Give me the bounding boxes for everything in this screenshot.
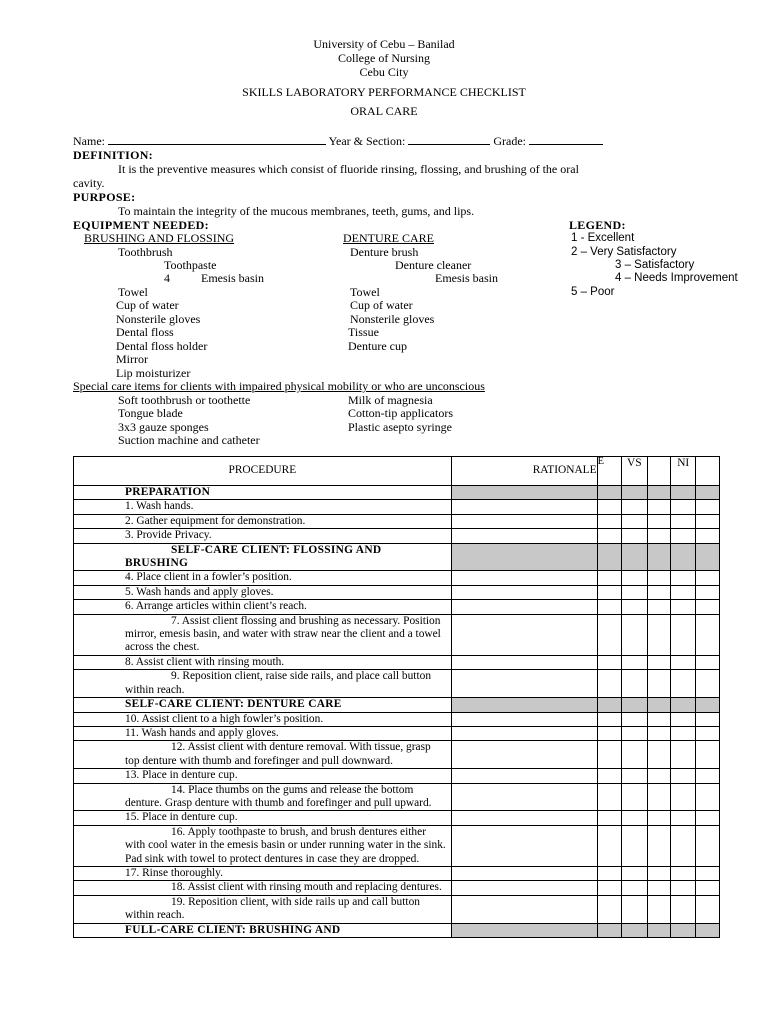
- score-cell[interactable]: [597, 571, 621, 585]
- score-cell[interactable]: [597, 825, 621, 866]
- header-procedure: PROCEDURE: [74, 457, 452, 486]
- equipment-item: Cup of water: [350, 298, 413, 312]
- score-cell[interactable]: [647, 614, 671, 655]
- procedure-step: 4. Place client in a fowler’s position.: [74, 571, 452, 585]
- header-vs: VS: [622, 457, 648, 486]
- table-row: [74, 712, 720, 726]
- university-name: University of Cebu – Banilad: [313, 37, 455, 51]
- table-row: [74, 811, 720, 825]
- score-cell[interactable]: [622, 726, 648, 740]
- procedure-step: 13. Place in denture cup.: [74, 769, 452, 783]
- equipment-item: Nonsterile gloves: [350, 312, 435, 326]
- score-cell[interactable]: [696, 655, 720, 669]
- score-cell[interactable]: [597, 726, 621, 740]
- special-item: Tongue blade: [118, 406, 183, 420]
- section-self-care-denture: SELF-CARE CLIENT: DENTURE CARE: [74, 698, 452, 712]
- table-row: [74, 726, 720, 740]
- score-cell[interactable]: [597, 500, 621, 514]
- score-cell[interactable]: [696, 726, 720, 740]
- score-cell[interactable]: [647, 825, 671, 866]
- checklist-title: SKILLS LABORATORY PERFORMANCE CHECKLIST: [242, 85, 526, 99]
- legend-item-2: 2 – Very Satisfactory: [571, 246, 677, 258]
- equipment-item: Emesis basin: [435, 271, 498, 285]
- special-item: Soft toothbrush or toothette: [118, 393, 251, 407]
- section-preparation: PREPARATION: [74, 486, 452, 500]
- table-row: [74, 783, 720, 811]
- procedure-step: 11. Wash hands and apply gloves.: [74, 726, 452, 740]
- table-row: [74, 923, 720, 937]
- score-cell[interactable]: [647, 811, 671, 825]
- score-cell[interactable]: [622, 769, 648, 783]
- year-blank[interactable]: [408, 133, 490, 145]
- score-cell[interactable]: [622, 712, 648, 726]
- table-row: [74, 529, 720, 543]
- section-line: BRUSHING: [125, 557, 189, 570]
- special-care-heading: Special care items for clients with impaired physical mobility or who are unconscious: [73, 379, 485, 393]
- score-cell[interactable]: [597, 614, 621, 655]
- score-cell[interactable]: [696, 571, 720, 585]
- score-cell[interactable]: [622, 866, 648, 880]
- table-row: [74, 600, 720, 614]
- score-cell[interactable]: [647, 741, 671, 769]
- score-cell[interactable]: [597, 783, 621, 811]
- equipment-item: Toothbrush: [118, 245, 173, 259]
- procedure-step: 10. Assist client to a high fowler’s position.: [74, 712, 452, 726]
- table-row: [74, 614, 720, 655]
- score-cell[interactable]: [696, 895, 720, 923]
- score-cell[interactable]: [696, 600, 720, 614]
- score-cell[interactable]: [696, 670, 720, 698]
- score-cell[interactable]: [622, 614, 648, 655]
- score-cell[interactable]: [647, 655, 671, 669]
- table-row: [74, 698, 720, 712]
- college-name: College of Nursing: [338, 51, 430, 65]
- equipment-item: Dental floss holder: [116, 339, 208, 353]
- header-blank: [696, 457, 720, 486]
- score-cell[interactable]: [622, 529, 648, 543]
- section-line: SELF-CARE CLIENT: FLOSSING AND: [171, 543, 382, 556]
- header-ni: NI: [671, 457, 696, 486]
- equipment-item: Towel: [350, 285, 380, 299]
- score-cell[interactable]: [671, 571, 696, 585]
- score-cell[interactable]: [696, 585, 720, 599]
- procedure-step: 14. Place thumbs on the gums and release the bottom denture. Grasp denture with thumb and forefinger and pull upward.: [74, 783, 452, 811]
- score-cell[interactable]: [597, 895, 621, 923]
- score-cell[interactable]: [671, 712, 696, 726]
- city-name: Cebu City: [359, 65, 409, 79]
- procedure-step: 19. Reposition client, with side rails up and call button within reach.: [74, 895, 452, 923]
- table-row: [74, 881, 720, 895]
- special-item: Cotton-tip applicators: [348, 406, 453, 420]
- table-row: [74, 571, 720, 585]
- brushing-heading: BRUSHING AND FLOSSING: [84, 231, 235, 245]
- grade-blank[interactable]: [529, 133, 603, 145]
- definition-heading: DEFINITION:: [73, 148, 153, 162]
- score-cell[interactable]: [597, 811, 621, 825]
- equipment-item: Dental floss: [116, 325, 174, 339]
- procedure-step: 1. Wash hands.: [74, 500, 452, 514]
- special-item: Plastic asepto syringe: [348, 420, 452, 434]
- table-row: [74, 585, 720, 599]
- score-cell[interactable]: [597, 741, 621, 769]
- table-row: [74, 825, 720, 866]
- table-row: [74, 500, 720, 514]
- year-label: Year & Section:: [328, 134, 406, 148]
- special-item: Milk of magnesia: [348, 393, 433, 407]
- table-row: [74, 486, 720, 500]
- name-blank[interactable]: [108, 133, 326, 145]
- score-cell[interactable]: [696, 529, 720, 543]
- procedure-step: 18. Assist client with rinsing mouth and replacing dentures.: [74, 881, 452, 895]
- score-cell[interactable]: [671, 811, 696, 825]
- score-cell[interactable]: [647, 670, 671, 698]
- legend-heading: LEGEND:: [569, 218, 626, 232]
- table-header-row: [74, 457, 720, 486]
- equipment-item: Emesis basin: [201, 271, 264, 285]
- score-cell[interactable]: [647, 866, 671, 880]
- score-cell[interactable]: [622, 881, 648, 895]
- score-cell[interactable]: [597, 670, 621, 698]
- purpose-heading: PURPOSE:: [73, 190, 136, 204]
- score-cell[interactable]: [622, 655, 648, 669]
- score-cell[interactable]: [597, 514, 621, 528]
- table-row: [74, 769, 720, 783]
- score-cell[interactable]: [696, 614, 720, 655]
- score-cell[interactable]: [696, 514, 720, 528]
- table-row: [74, 543, 720, 571]
- score-cell[interactable]: [647, 571, 671, 585]
- procedure-step: 8. Assist client with rinsing mouth.: [74, 655, 452, 669]
- score-cell[interactable]: [671, 783, 696, 811]
- score-cell[interactable]: [647, 769, 671, 783]
- score-cell[interactable]: [671, 895, 696, 923]
- score-cell[interactable]: [622, 811, 648, 825]
- special-item: Suction machine and catheter: [118, 433, 260, 447]
- equipment-item: Lip moisturizer: [116, 366, 191, 380]
- score-cell[interactable]: [671, 881, 696, 895]
- score-cell[interactable]: [647, 783, 671, 811]
- score-cell[interactable]: [696, 741, 720, 769]
- equipment-item: Denture cleaner: [395, 258, 472, 272]
- score-cell[interactable]: [671, 741, 696, 769]
- procedure-step: 5. Wash hands and apply gloves.: [74, 585, 452, 599]
- equipment-item: Mirror: [116, 352, 148, 366]
- definition-text-2: cavity.: [73, 176, 105, 190]
- score-cell[interactable]: [647, 712, 671, 726]
- name-field[interactable]: [73, 133, 603, 149]
- equipment-item: Nonsterile gloves: [116, 312, 201, 326]
- definition-text-1: It is the preventive measures which consist of fluoride rinsing, flossing, and brushing of the oral: [118, 162, 579, 176]
- score-cell[interactable]: [597, 529, 621, 543]
- score-cell[interactable]: [647, 514, 671, 528]
- procedure-step: 12. Assist client with denture removal. With tissue, grasp top denture with thumb and forefinger and pull downward.: [74, 741, 452, 769]
- score-cell[interactable]: [622, 895, 648, 923]
- score-cell[interactable]: [696, 881, 720, 895]
- equipment-heading: EQUIPMENT NEEDED:: [73, 218, 209, 232]
- special-item: 3x3 gauze sponges: [118, 420, 209, 434]
- procedure-step: 7. Assist client flossing and brushing as necessary. Position mirror, emesis basin, and water with straw near the client and a towel across the chest.: [74, 614, 452, 655]
- procedure-step: 17. Rinse thoroughly.: [74, 866, 452, 880]
- grade-label: Grade:: [493, 134, 526, 148]
- score-cell[interactable]: [671, 500, 696, 514]
- score-cell[interactable]: [696, 825, 720, 866]
- score-cell[interactable]: [671, 670, 696, 698]
- score-cell[interactable]: [647, 500, 671, 514]
- score-cell[interactable]: [622, 585, 648, 599]
- score-cell[interactable]: [597, 585, 621, 599]
- score-cell[interactable]: [622, 670, 648, 698]
- equipment-item: Towel: [118, 285, 148, 299]
- procedure-step: 9. Reposition client, raise side rails, and place call button within reach.: [74, 670, 452, 698]
- score-cell[interactable]: [671, 514, 696, 528]
- equipment-item: Tissue: [348, 325, 379, 339]
- score-cell[interactable]: [671, 529, 696, 543]
- score-cell[interactable]: [696, 769, 720, 783]
- name-label: Name:: [73, 134, 105, 148]
- score-cell[interactable]: [671, 585, 696, 599]
- equipment-item: Toothpaste: [164, 258, 217, 272]
- score-cell[interactable]: [671, 655, 696, 669]
- table-row: [74, 670, 720, 698]
- table-row: [74, 741, 720, 769]
- legend-item-3: 3 – Satisfactory: [615, 259, 695, 271]
- score-cell[interactable]: [597, 881, 621, 895]
- equipment-item: Denture brush: [350, 245, 419, 259]
- score-cell[interactable]: [622, 783, 648, 811]
- procedure-step: 15. Place in denture cup.: [74, 811, 452, 825]
- table-row: [74, 655, 720, 669]
- procedure-step: 2. Gather equipment for demonstration.: [74, 514, 452, 528]
- header-blank: [647, 457, 671, 486]
- legend-item-5: 5 – Poor: [571, 286, 615, 298]
- procedure-table: [73, 456, 720, 938]
- checklist-subtitle: ORAL CARE: [350, 104, 418, 118]
- table-row: [74, 514, 720, 528]
- score-cell[interactable]: [597, 600, 621, 614]
- score-cell[interactable]: [647, 585, 671, 599]
- score-cell[interactable]: [647, 726, 671, 740]
- score-cell[interactable]: [671, 614, 696, 655]
- score-cell[interactable]: [597, 866, 621, 880]
- score-cell[interactable]: [622, 571, 648, 585]
- score-cell[interactable]: [696, 866, 720, 880]
- score-cell[interactable]: [622, 514, 648, 528]
- table-row: [74, 866, 720, 880]
- score-cell[interactable]: [671, 600, 696, 614]
- legend-item-4: 4 – Needs Improvement: [615, 272, 738, 284]
- table-row: [74, 895, 720, 923]
- equipment-item: Cup of water: [116, 298, 179, 312]
- section-self-care-flossing: [74, 543, 452, 571]
- score-cell[interactable]: [671, 866, 696, 880]
- score-cell[interactable]: [647, 529, 671, 543]
- header-e: [597, 457, 621, 486]
- procedure-step: 6. Arrange articles within client’s reach.: [74, 600, 452, 614]
- header-e-text: E: [597, 456, 605, 467]
- section-full-care: FULL-CARE CLIENT: BRUSHING AND: [74, 923, 452, 937]
- score-cell[interactable]: [696, 811, 720, 825]
- score-cell[interactable]: [671, 726, 696, 740]
- score-cell[interactable]: [647, 895, 671, 923]
- score-cell[interactable]: [622, 741, 648, 769]
- score-cell[interactable]: [622, 500, 648, 514]
- equipment-item: 4: [164, 271, 170, 285]
- score-cell[interactable]: [597, 769, 621, 783]
- score-cell[interactable]: [696, 500, 720, 514]
- header-rationale: RATIONALE: [451, 457, 597, 486]
- score-cell[interactable]: [696, 783, 720, 811]
- score-cell[interactable]: [647, 881, 671, 895]
- score-cell[interactable]: [671, 825, 696, 866]
- procedure-step: 16. Apply toothpaste to brush, and brush dentures either with cool water in the emesis basin or under running water in the sink. Pad sink with towel to protect dentures in case they are dropped.: [74, 825, 452, 866]
- score-cell[interactable]: [622, 825, 648, 866]
- score-cell[interactable]: [696, 712, 720, 726]
- score-cell[interactable]: [647, 600, 671, 614]
- score-cell[interactable]: [671, 769, 696, 783]
- score-cell[interactable]: [622, 600, 648, 614]
- denture-heading: DENTURE CARE: [343, 231, 434, 245]
- score-cell[interactable]: [597, 712, 621, 726]
- legend-item-1: 1 - Excellent: [571, 232, 635, 244]
- equipment-item: Denture cup: [348, 339, 407, 353]
- purpose-text: To maintain the integrity of the mucous membranes, teeth, gums, and lips.: [118, 204, 475, 218]
- score-cell[interactable]: [597, 655, 621, 669]
- procedure-step: 3. Provide Privacy.: [74, 529, 452, 543]
